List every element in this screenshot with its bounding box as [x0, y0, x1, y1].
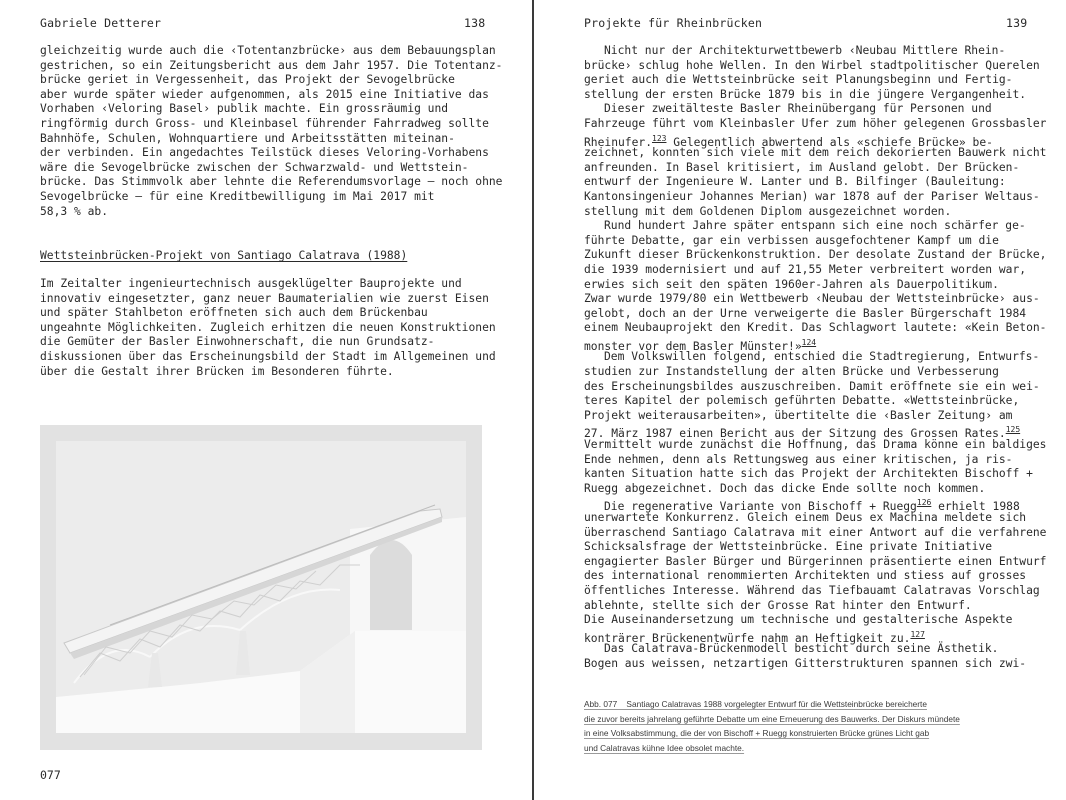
text-line: gestrichen, so ein Zeitungsbericht aus dem Jahr 1957. Die Totentanz- [40, 58, 503, 72]
footnote-ref[interactable]: 123 [652, 133, 667, 143]
text-line [584, 73, 1047, 88]
text-line [584, 526, 1047, 541]
line-text: ablehnte, stellte sich der Grosse Rat hinter den Entwurf. [584, 598, 972, 612]
section-heading: Wettsteinbrücken-Projekt von Santiago Calatrava (1988) [40, 249, 408, 262]
text-line [584, 336, 1047, 351]
line-text: des Erscheinungsbildes auszuschreiben. Damit eröffnete sie ein wei- [584, 379, 1040, 393]
intro-paragraph [40, 44, 503, 219]
line-text: geriet auch die Wettsteinbrücke seit Planungsbeginn und Fertig- [584, 73, 1013, 87]
text-line: und später Stahlbeton eröffneten sich auch dem Brückenbau [40, 306, 428, 320]
line-text: entwurf der Ingenieure W. Lanter und B. Bilfinger (Bauleitung: [584, 175, 1006, 189]
line-text: Die regenerative Variante von Bischoff + Ruegg [604, 500, 917, 514]
text-line: 58,3 % ab. [40, 204, 109, 218]
caption-line: die zuvor bereits jahrelang geführte Debatte um eine Erneuerung des Bauwerks. Der Diskurs mündete [584, 713, 960, 724]
line-text-after: erhielt 1988 [931, 500, 1020, 514]
line-text: unerwartete Konkurrenz. Gleich einem Deus ex Machina meldete sich [584, 511, 1027, 524]
figure-page-number: 077 [40, 768, 61, 782]
text-line [584, 380, 1047, 395]
text-line [584, 409, 1047, 424]
text-line [584, 482, 1047, 497]
line-text: Dieser zweitälteste Basler Rheinübergang für Personen und [604, 102, 992, 116]
text-line: Im Zeitalter ingenieurtechnisch ausgeklügelter Bauprojekte und [40, 277, 462, 290]
text-line [584, 642, 1047, 657]
line-text: stellung mit dem Goldenen Diplom ausgezeichnet worden. [584, 204, 952, 218]
text-line [584, 117, 1047, 132]
text-line [584, 146, 1047, 161]
line-text: brücke› schlug hohe Wellen. In den Wirbel stadtpolitischer Querelen [584, 58, 1040, 72]
line-text: Rund hundert Jahre später entspann sich eine noch schärfer ge- [604, 219, 1026, 233]
line-text: Schicksalsfrage der Wettsteinbrücke. Eine private Initiative [584, 540, 993, 554]
text-line [584, 263, 1047, 278]
text-line [584, 365, 1047, 380]
line-text: Fahrzeuge führt vom Kleinbasler Ufer zum höher gelegenen Grossbasler [584, 116, 1047, 130]
line-text: Zukunft dieser Brückenkonstruktion. Der desolate Zustand der Brücke, [584, 248, 1047, 262]
text-line [584, 132, 1047, 147]
text-line: Vorhaben ‹Veloring Basel› publik machte. Ein grossräumig und [40, 102, 449, 116]
text-line [584, 307, 1047, 322]
right-page [534, 0, 1066, 800]
text-line [584, 613, 1047, 628]
line-text: Ende nehmen, denn als Rettungsweg aus einer kritischen, ja ris- [584, 452, 1013, 466]
page-number: 139 [1006, 16, 1028, 30]
text-line [584, 438, 1047, 453]
text-line [584, 540, 1047, 555]
text-line [584, 453, 1047, 468]
line-text: gelobt, doch an der Urne verweigerte die Basler Bürgerschaft 1984 [584, 306, 1027, 320]
line-text: erwies sich seit den späten 1960er-Jahren als Dauerpolitikum. [584, 277, 999, 291]
footnote-ref[interactable]: 125 [1005, 425, 1021, 435]
figure-caption [584, 697, 960, 755]
line-text: Kantonsingenieur Johannes Merian) war 1878 auf der Pariser Weltaus- [584, 189, 1040, 203]
line-text: studien zur Instandstellung der alten Brücke und Verbesserung [584, 365, 999, 379]
line-text: Zwar wurde 1979/80 ein Wettbewerb ‹Neubau der Wettsteinbrücke› aus- [584, 292, 1040, 306]
text-line [584, 248, 1047, 263]
page-number: 138 [464, 16, 486, 30]
text-line: innovativ eingesetzter, ganz neuer Baumaterialien wie zuerst Eisen [40, 291, 489, 305]
text-line [584, 511, 1047, 526]
running-head: Projekte für Rheinbrücken [584, 16, 763, 30]
text-line [584, 657, 1047, 672]
text-line: gleichzeitig wurde auch die ‹Totentanzbrücke› aus dem Bebauungsplan [40, 44, 496, 57]
caption-line: und Calatravas kühne Idee obsolet machte. [584, 742, 745, 753]
line-text: die 1939 modernisiert und auf 21,55 Meter verbreitert worden war, [584, 262, 1027, 276]
text-line: brücke geriet in Vergessenheit, das Projekt der Sevogelbrücke [40, 73, 455, 87]
line-text: Nicht nur der Architekturwettbewerb ‹Neubau Mittlere Rhein- [604, 44, 1006, 57]
line-text: stellung der ersten Brücke 1879 bis in die jüngere Vergangenheit. [584, 87, 1027, 101]
text-line [584, 292, 1047, 307]
text-line: ringförmig durch Gross- und Kleinbasel führender Fahrradweg sollte [40, 116, 489, 130]
text-line [584, 205, 1047, 220]
text-line: brücke. Das Stimmvolk aber lehnte die Referendumsvorlage – noch ohne [40, 175, 503, 189]
text-line: Sevogelbrücke – für eine Kreditbewilligung im Mai 2017 mit [40, 189, 435, 203]
body-text [584, 44, 1047, 672]
text-line [584, 44, 1047, 59]
text-line [584, 59, 1047, 74]
line-text: Dem Volkswillen folgend, entschied die Stadtregierung, Entwurfs- [604, 350, 1040, 364]
text-line [584, 219, 1047, 234]
left-page [0, 0, 532, 800]
text-line [584, 584, 1047, 599]
text-line [584, 350, 1047, 365]
section-paragraph [40, 277, 496, 379]
caption-line: Abb. 077 Santiago Calatravas 1988 vorgelegter Entwurf für die Wettsteinbrücke bereicherte [584, 699, 927, 709]
line-text: teres Kapitel der polemisch geführten Debatte. «Wettsteinbrücke, [584, 394, 1020, 408]
footnote-ref[interactable]: 124 [801, 337, 817, 347]
line-text: öffentliches Interesse. Während das Tiefbauamt Calatravas Vorschlag [584, 583, 1040, 597]
text-line: über die Gestalt ihrer Brücken im Besonderen führte. [40, 364, 394, 378]
footnote-ref[interactable]: 127 [910, 629, 925, 639]
line-text: Ruegg abgezeichnet. Doch das dicke Ende sollte noch kommen. [584, 481, 986, 495]
text-line [584, 161, 1047, 176]
text-line [584, 496, 1047, 514]
line-text: Projekt weiterausarbeiten», übertitelte die ‹Basler Zeitung› am [584, 408, 1013, 422]
text-line: aber wurde später wieder aufgenommen, als 2015 eine Initiative das [40, 87, 489, 101]
text-line [584, 278, 1047, 293]
bridge-model-figure [40, 425, 482, 750]
line-text: konträrer Brückenentwürfe nahm an Heftigkeit zu. [584, 631, 911, 645]
text-line: diskussionen über das Erscheinungsbild der Stadt im Allgemeinen und [40, 349, 496, 363]
text-line [584, 467, 1047, 482]
line-text: des international renommierten Architekten und stiess auf grosses [584, 569, 1027, 583]
line-text: engagierter Basler Bürger und Bürgerinnen präsentierte einen Entwurf [584, 554, 1047, 568]
line-text: Rheinufer. [584, 135, 653, 149]
line-text: zeichnet, konnten sich viele mit dem reich dekorierten Bauwerk nicht [584, 146, 1047, 160]
line-text: kanten Situation hatte sich das Projekt der Architekten Bischoff + [584, 467, 1033, 481]
text-line: ungeahnte Möglichkeiten. Zugleich erhitzen die neuen Konstruktionen [40, 320, 496, 334]
text-line [584, 175, 1047, 190]
line-text: überraschend Santiago Calatrava mit einer Antwort auf die verfahrene [584, 525, 1047, 539]
running-head: Gabriele Detterer [40, 16, 162, 30]
text-line [584, 628, 1047, 643]
text-line [584, 555, 1047, 570]
line-text: Die Auseinandersetzung um technische und gestalterische Aspekte [584, 613, 1013, 627]
line-text: Das Calatrava-Brückenmodell besticht durch seine Ästhetik. [604, 642, 999, 656]
footnote-ref[interactable]: 126 [916, 498, 932, 508]
line-text: anfreunden. In Basel kritisiert, im Ausland gelobt. Der Brücken- [584, 160, 1020, 174]
line-text: Vermittelt wurde zunächst die Hoffnung, das Drama könne ein baldiges [584, 438, 1047, 452]
text-line: wäre die Sevogelbrücke zwischen der Schwarzwald- und Wettstein- [40, 160, 469, 174]
text-line [584, 190, 1047, 205]
text-line [584, 599, 1047, 614]
text-line [584, 423, 1047, 441]
text-line [584, 102, 1047, 117]
text-line: der verbinden. Ein angedachtes Teilstück dieses Veloring-Vorhabens [40, 146, 489, 160]
caption-line: in eine Volksabstimmung, die der von Bischoff + Ruegg konstruierten Brücke grünes Licht gab [584, 728, 930, 739]
text-line [584, 569, 1047, 584]
line-text: Bogen aus weissen, netzartigen Gitterstrukturen spannen sich zwi- [584, 656, 1027, 670]
bridge-model-icon [40, 425, 482, 750]
text-line: die Gemüter der Basler Einwohnerschaft, die nun Grundsatz- [40, 335, 435, 349]
line-text: 27. März 1987 einen Bericht aus der Sitzung des Grossen Rates. [584, 427, 1006, 441]
text-line [584, 88, 1047, 103]
line-text: führte Debatte, gar ein verbissen ausgefochtener Kampf um die [584, 233, 999, 247]
text-line [584, 321, 1047, 336]
line-text: einem Neubauprojekt den Kredit. Das Schlagwort lautete: «Kein Beton- [584, 321, 1047, 335]
text-line [584, 394, 1047, 409]
line-text-after: Gelegentlich abwertend als «schiefe Brücke» be- [666, 135, 993, 149]
text-line: Bahnhöfe, Schulen, Wohnquartiere und Arbeitsstätten miteinan- [40, 131, 455, 145]
text-line [584, 234, 1047, 249]
line-text: monster vor dem Basler Münster!» [584, 339, 802, 353]
